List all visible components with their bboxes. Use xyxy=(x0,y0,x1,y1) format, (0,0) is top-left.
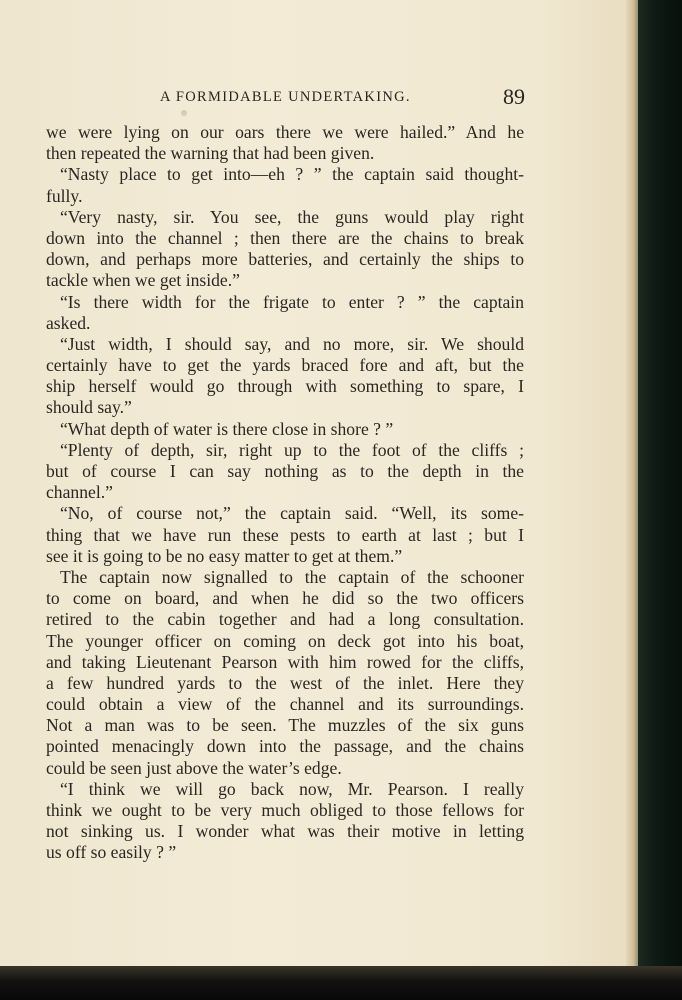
paper-speck xyxy=(181,110,187,116)
text-line: us off so easily ? ” xyxy=(46,842,177,863)
text-line: think we ought to be very much obliged to those fellows for xyxy=(46,800,524,820)
body-text xyxy=(46,122,524,864)
text-line: should say.” xyxy=(46,397,132,418)
text-line: then repeated the warning that had been given. xyxy=(46,143,375,164)
running-head: A FORMIDABLE UNDERTAKING. xyxy=(160,89,411,105)
text-line: “Very nasty, sir. You see, the guns would play right xyxy=(60,206,524,227)
text-line: fully. xyxy=(46,185,83,206)
text-line: retired to the cabin together and had a long consultation. xyxy=(46,609,524,630)
text-line: The younger officer on coming on deck got into his boat, xyxy=(46,630,524,651)
text-line: thing that we have run these pests to earth at last ; but I xyxy=(46,524,524,545)
text-line: could obtain a view of the channel and its surroundings. xyxy=(46,694,524,715)
text-line: to come on board, and when he did so the two officers xyxy=(46,588,524,609)
text-line: but of course I can say nothing as to the depth in the xyxy=(46,461,524,481)
text-line: could be seen just above the water’s edge. xyxy=(46,757,342,778)
text-line: down, and perhaps more batteries, and certainly the ships to xyxy=(46,249,524,270)
text-line: and taking Lieutenant Pearson with him rowed for the cliffs, xyxy=(46,651,524,672)
text-line: not sinking us. I wonder what was their motive in letting xyxy=(46,821,524,842)
text-line: we were lying on our oars there we were hailed.” And he xyxy=(46,122,524,142)
text-line: ship herself would go through with something to spare, I xyxy=(46,376,524,397)
text-line: “I think we will go back now, Mr. Pearson. I really xyxy=(60,778,524,799)
text-line: “Just width, I should say, and no more, sir. We should xyxy=(60,333,524,354)
page-edge xyxy=(626,0,638,970)
bottom-shadow xyxy=(0,966,682,1000)
text-line: “No, of course not,” the captain said. “Well, its some- xyxy=(60,503,524,524)
text-line: The captain now signalled to the captain of the schooner xyxy=(60,566,524,587)
text-line: down into the channel ; then there are the chains to break xyxy=(46,227,524,248)
text-line: “Nasty place to get into—eh ? ” the captain said thought- xyxy=(60,164,524,185)
text-line: pointed menacingly down into the passage, and the chains xyxy=(46,736,524,757)
text-line: Not a man was to be seen. The muzzles of the six guns xyxy=(46,715,524,736)
text-line: asked. xyxy=(46,312,91,333)
book-cover-edge xyxy=(638,0,682,1000)
text-line: “Is there width for the frigate to enter ? ” the captain xyxy=(60,291,524,312)
text-line: “Plenty of depth, sir, right up to the foot of the cliffs ; xyxy=(60,439,524,460)
text-line: tackle when we get inside.” xyxy=(46,270,240,291)
text-line: channel.” xyxy=(46,482,113,503)
text-line: a few hundred yards to the west of the inlet. Here they xyxy=(46,672,524,693)
text-line: “What depth of water is there close in shore ? ” xyxy=(60,418,394,439)
page-number: 89 xyxy=(503,84,525,109)
text-line: certainly have to get the yards braced fore and aft, but the xyxy=(46,355,524,376)
text-line: see it is going to be no easy matter to get at them.” xyxy=(46,545,403,566)
